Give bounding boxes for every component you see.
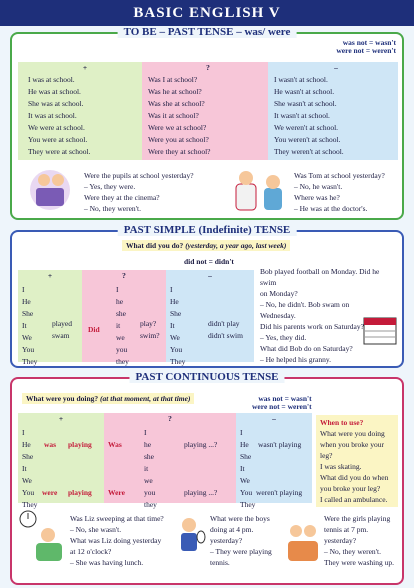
pronoun: we [116,333,125,342]
pronoun: They [22,357,38,366]
past-simple-panel [10,224,404,368]
note-wasnt: was not = wasn't [258,394,312,403]
list-item: It was at school. [28,111,77,120]
ps-positive-pronouns [22,284,37,368]
pronoun: He [22,297,31,306]
pronoun: You [22,345,35,354]
pronoun: She [22,452,34,461]
list-item: Were you at school? [148,135,209,144]
kids-drawing-illustration [22,166,78,214]
note-wasnt: was not = wasn't [342,38,396,47]
list-item: We were at school. [28,123,85,132]
verb: play? [140,319,157,328]
pc-negative-pronouns [240,427,255,511]
tennis-boy-illustration [172,515,206,565]
pronoun: She [22,309,34,318]
note-werent: were not = weren't [336,46,396,55]
ps-negative-verbs [208,318,243,342]
pc-was: was [44,440,57,449]
pc-playing-q1: playing ...? [184,440,218,449]
example-line: doing at 4 pm. [210,525,254,534]
pronoun: You [22,488,35,497]
pronoun: I [144,428,147,437]
example-line: Were they at the cinema? [84,193,160,202]
negative-header: – [208,271,212,280]
pronoun: You [240,488,253,497]
verb: didn't swim [208,331,243,340]
past-simple-time-words: (yesterday, a year ago, last week) [185,241,287,250]
to-be-title: TO BE – PAST TENSE – was/ were [118,26,297,38]
list-item: It wasn't at school. [274,111,330,120]
pronoun: He [22,440,31,449]
example-line: tennis at 7 pm. [324,525,369,534]
pronoun: They [170,357,186,366]
question-header: ? [168,414,172,423]
to-be-example-2 [294,170,385,214]
pronoun: I [170,285,173,294]
note-werent: were not = weren't [252,402,312,411]
pc-contractions [252,395,312,411]
pc-question-pronouns [144,427,157,511]
pronoun: He [240,440,249,449]
use-line: I was skating. [320,462,362,471]
pc-example-1 [70,513,164,568]
use-line: I called an ambulance. [320,495,388,504]
pronoun: it [144,464,149,473]
example-line: at 12 o'clock? [70,547,112,556]
pronoun: he [144,440,152,449]
did-not-contraction: did not = didn't [184,257,234,266]
pronoun: You [170,345,183,354]
example-line: – No, they weren't. [324,547,381,556]
past-continuous-question-text: What were you doing? [26,394,99,403]
list-item: They weren't at school. [274,147,344,156]
to-be-question-column [142,62,268,160]
pronoun: It [22,464,27,473]
pronoun: they [144,500,157,509]
list-item: Was it at school? [148,111,199,120]
did-auxiliary: Did [88,325,100,334]
pc-werent-playing: weren't playing [256,488,303,497]
example-line: What were the boys [210,514,270,523]
question-header: ? [206,63,210,72]
example-line: Were the pupils at school yesterday? [84,171,194,180]
verb: swim? [140,331,160,340]
verb: swam [52,331,70,340]
example-line: Was Liz sweeping at that time? [70,514,164,523]
pronoun: she [116,309,126,318]
list-item: I was at school. [28,75,75,84]
example-line: They were washing up. [324,558,394,567]
pronoun: I [116,285,119,294]
negative-header: – [272,414,276,423]
verb: played [52,319,72,328]
list-item: We weren't at school. [274,123,339,132]
pronoun: you [116,345,128,354]
past-continuous-title: PAST CONTINUOUS TENSE [129,371,284,383]
pronoun: We [22,476,32,485]
ps-positive-verbs [52,318,72,342]
example-line: yesterday? [210,536,243,545]
pronoun: We [22,333,32,342]
story-line: – No, he didn't. Bob swam on Wednesday. [260,300,350,320]
list-item: Was he at school? [148,87,202,96]
negative-header: – [334,63,338,72]
use-line: you broke your leg? [320,484,381,493]
example-line: – Yes, they were. [84,182,136,191]
pronoun: she [144,452,154,461]
list-item: He wasn't at school. [274,87,335,96]
story-line: – He helped his granny. [260,355,331,364]
story-line: What did Bob do on Saturday? [260,344,353,353]
pronoun: They [22,500,38,509]
pronoun: She [170,309,182,318]
to-be-panel [10,26,404,220]
past-continuous-time-words: (at that moment, at that time) [100,394,191,403]
to-be-contractions [336,39,396,55]
ps-question-verbs [140,318,160,342]
pronoun: I [240,428,243,437]
example-line: Was Tom at school yesterday? [294,171,385,180]
pc-wasnt-playing: wasn't playing [258,440,302,449]
example-line: – No, he wasn't. [294,182,343,191]
past-simple-title: PAST SIMPLE (Indefinite) TENSE [118,224,297,236]
pc-were-q: Were [108,488,125,497]
pronoun: It [240,464,245,473]
list-item: Was she at school? [148,99,205,108]
positive-header: + [58,414,64,423]
pronoun: They [240,500,256,509]
verb: didn't play [208,319,240,328]
pc-playing-was: playing [68,440,92,449]
example-line: What was Liz doing yesterday [70,536,162,545]
lunch-clock-illustration [18,509,68,569]
example-line: Where was he? [294,193,340,202]
page-title: BASIC ENGLISH V [0,0,414,26]
pronoun: It [170,321,175,330]
example-line: – No, she wasn't. [70,525,122,534]
pc-example-2 [210,513,272,568]
when-to-use-box [316,415,398,507]
example-line: – No, they weren't. [84,204,141,213]
ps-negative-pronouns [170,284,185,368]
pronoun: It [22,321,27,330]
example-line: yesterday? [324,536,357,545]
past-continuous-panel [10,371,404,585]
pc-positive-pronouns [22,427,37,511]
ps-question-pronouns [116,284,129,368]
washing-up-illustration [282,519,322,567]
pronoun: it [116,321,121,330]
list-item: He was at school. [28,87,81,96]
pronoun: We [240,476,250,485]
to-be-example-1 [84,170,194,214]
list-item: They were at school. [28,147,91,156]
pc-example-3 [324,513,394,568]
to-be-positive-column [18,62,142,160]
pc-were: were [42,488,58,497]
when-to-use-title: When to use? [320,418,364,427]
list-item: Was I at school? [148,75,198,84]
story-line: Bob played football on Monday. Did he swim [260,267,380,287]
past-simple-question-text: What did you do? [126,241,184,250]
past-simple-question [122,240,290,251]
story-line: Did his parents work on Saturday? [260,322,364,331]
use-line: when you broke your leg? [320,440,384,460]
example-line: tennis. [210,558,230,567]
example-line: – He was at the doctor's. [294,204,368,213]
positive-header: + [47,271,53,280]
pc-playing-q2: playing ...? [184,488,218,497]
to-be-negative-column [268,62,398,160]
pc-was-q: Was [108,440,122,449]
pronoun: we [144,476,153,485]
past-continuous-question [22,393,194,404]
pronoun: they [116,357,129,366]
list-item: I wasn't at school. [274,75,328,84]
list-item: You weren't at school. [274,135,341,144]
calendar-illustration [360,312,400,348]
pronoun: you [144,488,156,497]
positive-header: + [82,63,88,72]
pronoun: he [116,297,124,306]
story-line: – Yes, they did. [260,333,307,342]
list-item: She was at school. [28,99,84,108]
story-line: on Monday? [260,289,298,298]
pronoun: He [170,297,179,306]
example-line: – She was having lunch. [70,558,144,567]
use-line: What did you do when [320,473,389,482]
pronoun: I [22,285,25,294]
pronoun: She [240,452,252,461]
list-item: Were they at school? [148,147,211,156]
list-item: She wasn't at school. [274,99,337,108]
pc-playing-were: playing [68,488,92,497]
pronoun: I [22,428,25,437]
doctor-illustration [230,166,290,214]
pronoun: We [170,333,180,342]
list-item: You were at school. [28,135,88,144]
list-item: Were we at school? [148,123,207,132]
question-header: ? [122,271,126,280]
example-line: Were the girls playing [324,514,391,523]
use-line: What were you doing [320,429,385,438]
example-line: – They were playing [210,547,272,556]
